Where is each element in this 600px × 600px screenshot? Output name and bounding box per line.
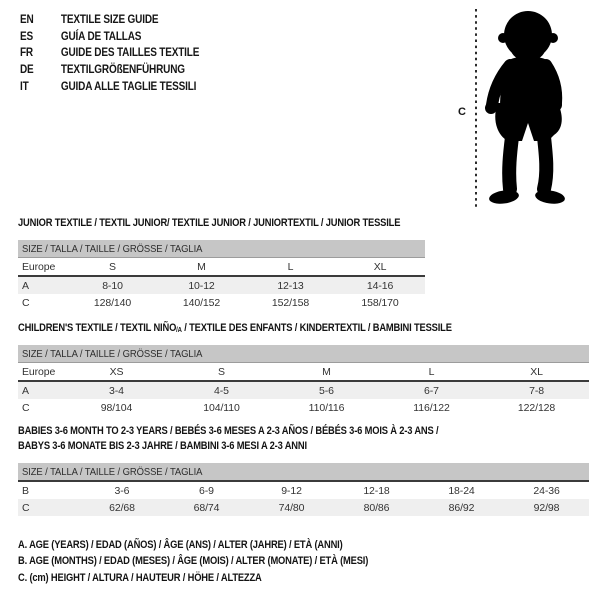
babies-title-line1: BABIES 3-6 MONTH TO 2-3 YEARS / BEBÉS 3-6 MESES A 2-3 AÑOS / BÉBÉS 3-6 MOIS À 2-3 ANS / (18, 425, 439, 437)
value-cell: 10-12 (157, 276, 246, 294)
row-label: Europe (18, 363, 64, 382)
row-label: Europe (18, 258, 68, 277)
value-cell: 98/104 (100, 401, 133, 414)
value-cell: 6-7 (379, 381, 484, 399)
lang-code: ES (20, 30, 34, 43)
value-cell: 140/152 (182, 296, 221, 309)
value-cell: 62/68 (80, 499, 164, 516)
value-cell: 152/158 (271, 296, 310, 309)
babies-title-line2: BABYS 3-6 MONATE BIS 2-3 JAHRE / BAMBINI 3-6 MESI A 2-3 ANNI (18, 440, 307, 452)
lang-title: TEXTILE SIZE GUIDE (60, 14, 159, 26)
size-cell: L (246, 258, 335, 277)
table-row (18, 499, 589, 516)
subscript: /A (176, 327, 182, 334)
table-row (18, 481, 589, 499)
size-cell: M (274, 363, 379, 382)
value-cell: 5-6 (274, 381, 379, 399)
table-row (18, 294, 425, 311)
lang-code: IT (20, 80, 29, 93)
children-size-table (18, 345, 589, 416)
value-cell: 122/128 (517, 401, 556, 414)
value-cell: 7-8 (484, 381, 589, 399)
value-cell: 80/86 (334, 499, 419, 516)
legend-line-b: B. AGE (MONTHS) / EDAD (MESES) / ÂGE (MOIS) / ALTER (MONATE) / ETÀ (MESI) (18, 555, 369, 568)
legend-line-a: A. AGE (YEARS) / EDAD (AÑOS) / ÂGE (ANS) / ALTER (JAHRE) / ETÀ (ANNI) (18, 539, 343, 551)
table-row (18, 258, 425, 277)
value-cell: 128/140 (93, 296, 132, 309)
lang-row-de (20, 62, 199, 79)
baby-silhouette-icon (450, 5, 580, 215)
size-header-row (18, 463, 589, 481)
table-row (18, 276, 425, 294)
size-cell: L (379, 363, 484, 382)
lang-title: GUIDA ALLE TAGLIE TESSILI (60, 80, 197, 93)
lang-title: GUIDE DES TAILLES TEXTILE (60, 47, 200, 60)
babies-table-title (18, 424, 438, 454)
value-cell: 3-6 (114, 484, 130, 497)
row-label: C (22, 296, 30, 309)
lang-title: GUÍA DE TALLAS (60, 30, 142, 43)
lang-code: DE (20, 64, 34, 77)
size-cell: M (157, 258, 246, 277)
value-cell: 6-9 (199, 484, 214, 497)
row-label: C (18, 499, 80, 516)
value-cell: 9-12 (281, 484, 302, 497)
value-cell: 14-16 (335, 276, 425, 294)
size-cell: XL (335, 258, 425, 277)
lang-code: EN (20, 14, 34, 26)
size-cell: S (169, 363, 274, 382)
value-cell: 158/170 (361, 296, 399, 309)
size-header-label: SIZE / TALLA / TAILLE / GRÖSSE / TAGLIA (22, 465, 203, 478)
value-cell: 24-36 (533, 484, 560, 497)
lang-title: TEXTILGRÖßENFÜHRUNG (60, 64, 185, 77)
value-cell: 3-4 (64, 381, 169, 399)
size-header-label: SIZE / TALLA / TAILLE / GRÖSSE / TAGLIA (22, 347, 203, 360)
value-cell: 18-24 (448, 484, 475, 497)
table-row (18, 399, 589, 416)
value-cell: 110/116 (308, 401, 345, 414)
legend (18, 537, 368, 586)
value-cell: 92/98 (504, 499, 589, 516)
lang-row-it (20, 79, 199, 96)
value-cell: 86/92 (419, 499, 504, 516)
size-header-row (18, 240, 425, 258)
junior-size-table (18, 240, 425, 311)
size-cell: XS (64, 363, 169, 382)
size-cell: XL (484, 363, 589, 382)
size-cell: S (68, 258, 157, 277)
lang-code: FR (20, 47, 33, 60)
table-row (18, 381, 589, 399)
language-list (20, 12, 199, 95)
row-label: A (18, 381, 64, 399)
value-cell: 8-10 (68, 276, 157, 294)
legend-line-c: C. (cm) HEIGHT / ALTURA / HAUTEUR / HÖHE / ALTEZZA (18, 571, 262, 584)
size-header-row (18, 345, 589, 363)
value-cell: 116/122 (413, 401, 450, 414)
size-header-label: SIZE / TALLA / TAILLE / GRÖSSE / TAGLIA (22, 242, 203, 255)
lang-row-fr (20, 45, 199, 62)
height-marker-label: C (458, 106, 466, 118)
junior-table-title: JUNIOR TEXTILE / TEXTIL JUNIOR/ TEXTILE JUNIOR / JUNIORTEXTIL / JUNIOR TESSILE (18, 217, 401, 229)
value-cell: 4-5 (169, 381, 274, 399)
table-row (18, 363, 589, 382)
value-cell: 12-18 (363, 484, 390, 497)
row-label: B (22, 484, 29, 497)
value-cell: 74/80 (249, 499, 334, 516)
lang-row-es (20, 29, 199, 46)
children-table-title: CHILDREN'S TEXTILE / TEXTIL NIÑO/A / TEXTILE DES ENFANTS / KINDERTEXTIL / BAMBINI TESSILE (18, 322, 452, 334)
lang-row-en (20, 12, 199, 29)
value-cell: 68/74 (164, 499, 249, 516)
babies-size-table (18, 463, 589, 516)
row-label: A (18, 276, 68, 294)
row-label: C (22, 401, 30, 414)
value-cell: 104/110 (203, 401, 240, 414)
value-cell: 12-13 (246, 276, 335, 294)
